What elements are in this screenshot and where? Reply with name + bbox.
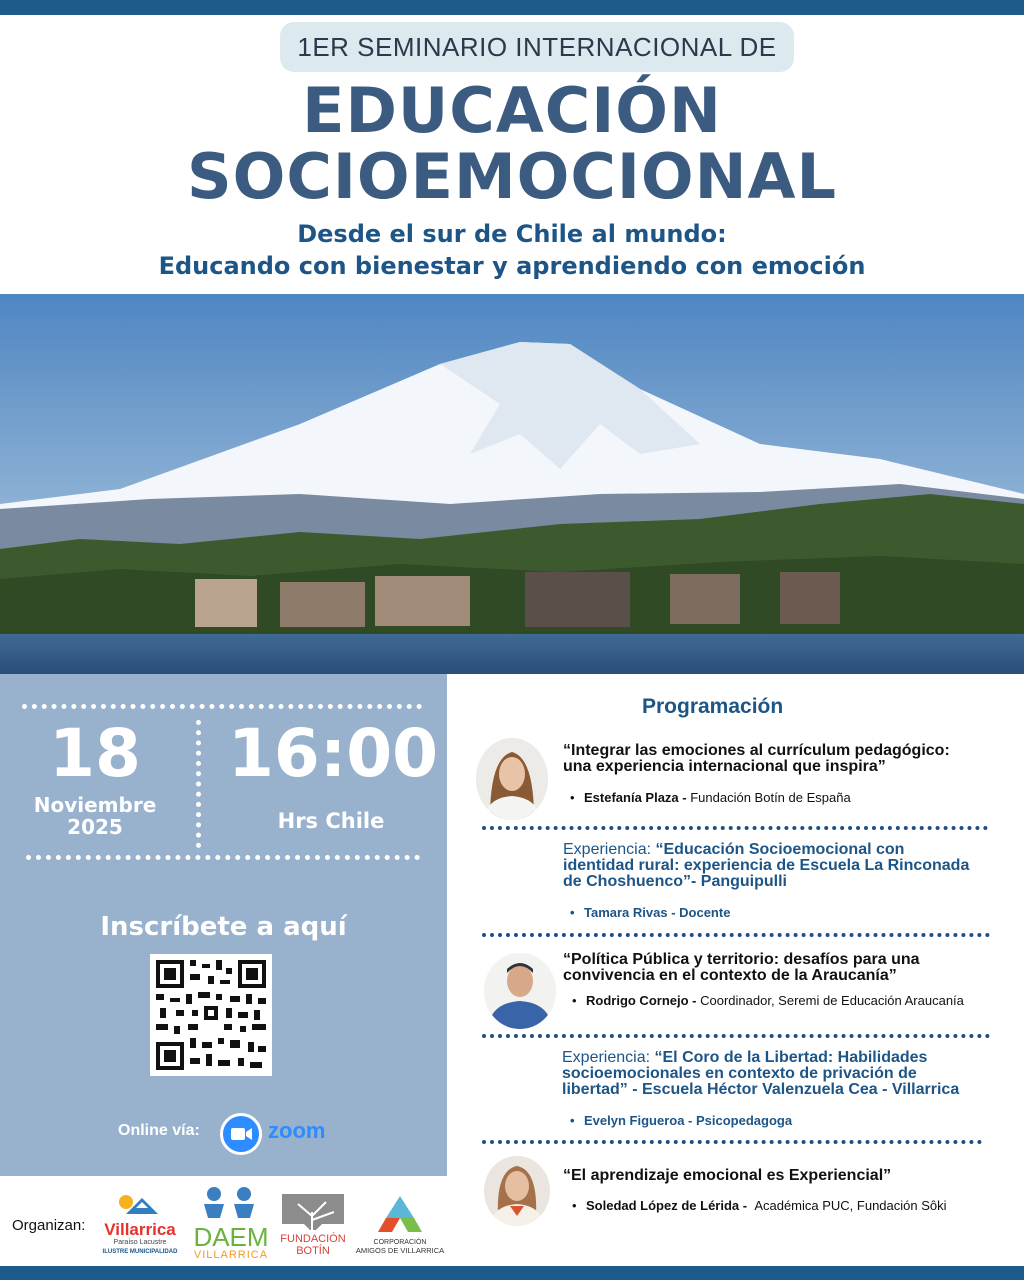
- subtitle-line-1: Desde el sur de Chile al mundo:: [297, 220, 727, 248]
- talk-2-speaker: • Tamara Rivas - Docente: [570, 905, 731, 920]
- dotted-divider-bottom: [26, 855, 420, 860]
- talk-5-speaker: • Soledad López de Lérida - Académica PUC, Fundación Sôki: [572, 1198, 947, 1213]
- bottom-bar: [0, 1266, 1024, 1280]
- speaker-photo-soledad: [484, 1156, 550, 1226]
- event-time: 16:00: [228, 715, 439, 792]
- volcano-photo: [0, 294, 1024, 674]
- zoom-logo: zoom: [268, 1118, 326, 1143]
- daem-logo-sub: VILLARRICA: [193, 1249, 269, 1260]
- event-kicker: 1ER SEMINARIO INTERNACIONAL DE: [280, 22, 794, 72]
- bullet-icon: •: [572, 993, 577, 1008]
- event-year: 2025: [67, 815, 123, 839]
- title-line-2: SOCIOEMOCIONAL: [186, 140, 838, 213]
- villarrica-logo-sub: Paraíso Lacustre: [113, 1239, 167, 1246]
- bullet-icon: •: [570, 790, 575, 805]
- zoom-icon: [220, 1113, 262, 1155]
- talk-4-speaker: • Evelyn Figueroa - Psicopedagoga: [570, 1113, 793, 1128]
- program-separator: [482, 933, 990, 937]
- botin-logo-line2: BOTÍN: [296, 1245, 330, 1256]
- villarrica-logo-text: Villarrica: [104, 1220, 176, 1239]
- event-date-text: [20, 794, 170, 838]
- daem-logo-text: DAEM: [193, 1222, 269, 1252]
- talk-5-title: “El aprendizaje emocional es Experiencial”: [563, 1167, 892, 1184]
- talk-4-title: Experiencia: “El Coro de la Libertad: Habilidades socioemocionales en contexto de privación de libertad” - Escuela Héctor Valenzuela Cea - Villarrica: [562, 1049, 960, 1098]
- talk-3-title: “Política Pública y territorio: desafíos para una convivencia en el contexto de la Araucanía”: [563, 951, 920, 984]
- dotted-divider-vertical: [196, 720, 201, 848]
- speaker-photo-rodrigo: [484, 953, 556, 1029]
- event-day: 18: [49, 715, 141, 792]
- fundacion-botin-logo: [278, 1190, 348, 1256]
- talk-1-title: “Integrar las emociones al currículum pedagógico: una experiencia internacional que inspira”: [563, 742, 950, 775]
- register-heading: Inscríbete a aquí: [100, 912, 347, 942]
- registration-qr-code[interactable]: [150, 954, 272, 1076]
- botin-logo-line1: FUNDACIÓN: [280, 1233, 346, 1245]
- bullet-icon: •: [572, 1198, 577, 1213]
- villarrica-logo: [96, 1190, 184, 1258]
- daem-logo: [190, 1184, 272, 1260]
- program-separator: [482, 826, 988, 830]
- villarrica-logo-sub2: ILUSTRE MUNICIPALIDAD: [102, 1249, 178, 1255]
- event-time-zone: Hrs Chile: [277, 809, 385, 833]
- online-label: Online vía:: [118, 1122, 200, 1139]
- title-line-1: EDUCACIÓN: [302, 74, 722, 147]
- dotted-divider-top: [22, 704, 422, 709]
- subtitle-line-2: Educando con bienestar y aprendiendo con emoción: [158, 252, 866, 280]
- program-separator: [482, 1140, 982, 1144]
- bullet-icon: •: [570, 905, 575, 920]
- talk-3-speaker: • Rodrigo Cornejo - Coordinador, Seremi de Educación Araucanía: [572, 993, 964, 1008]
- talk-1-speaker: • Estefanía Plaza - Fundación Botín de España: [570, 790, 851, 805]
- event-title: [0, 74, 1024, 213]
- top-bar: [0, 0, 1024, 15]
- program-title: Programación: [642, 695, 784, 718]
- event-month: Noviembre: [33, 793, 157, 817]
- organizers-label: Organizan:: [12, 1217, 86, 1234]
- speaker-photo-estefania: [476, 738, 548, 820]
- amigos-villarrica-logo: [352, 1192, 448, 1256]
- program-separator: [482, 1034, 990, 1038]
- amigos-logo-line2: AMIGOS DE VILLARRICA: [355, 1246, 445, 1255]
- event-subtitle: [0, 218, 1024, 282]
- amigos-logo-line1: CORPORACIÓN: [373, 1239, 427, 1246]
- bullet-icon: •: [570, 1113, 575, 1128]
- talk-2-title: Experiencia: “Educación Socioemocional con identidad rural: experiencia de Escuela La Rinconada de Choshuenco”- Panguipulli: [563, 841, 970, 890]
